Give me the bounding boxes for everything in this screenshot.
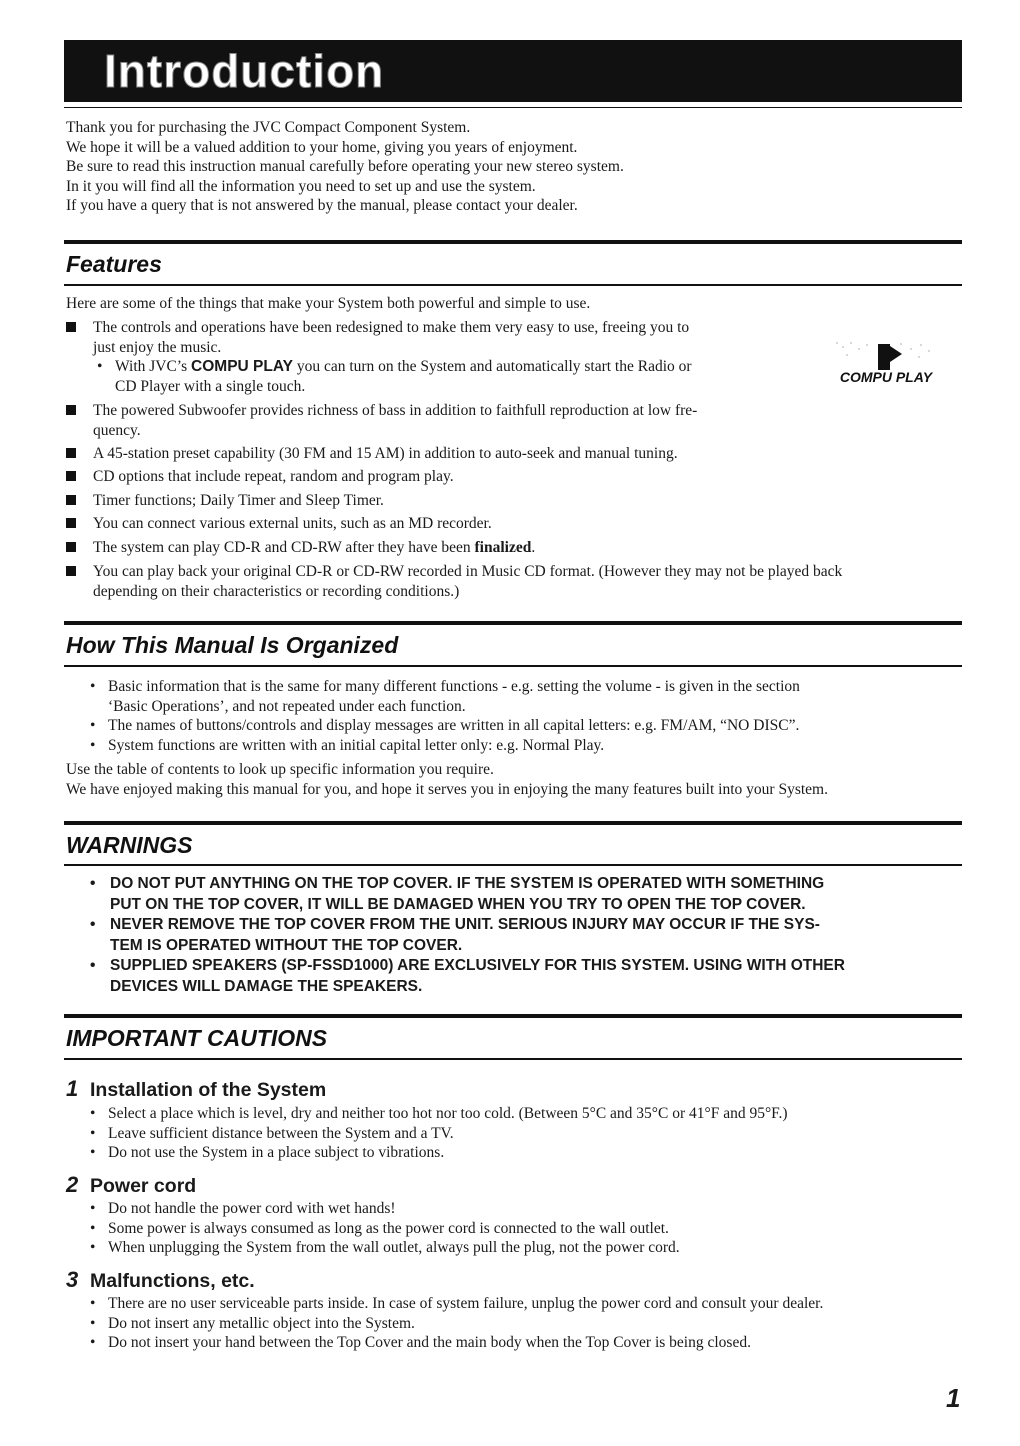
caution-bullets xyxy=(86,1199,962,1258)
warning-item: • NEVER REMOVE THE TOP COVER FROM THE UNIT. SERIOUS INJURY MAY OCCUR IF THE SYS- TEM IS OPERATED WITHOUT THE TOP COVER. xyxy=(90,915,960,956)
list-item: • The names of buttons/controls and display messages are written in all capital letters: e.g. FM/AM, “NO DISC”. xyxy=(86,716,962,736)
intro-line: Thank you for purchasing the JVC Compact Component System. xyxy=(66,119,471,136)
list-item: • When unplugging the System from the wall outlet, always pull the plug, not the power cord. xyxy=(86,1238,962,1258)
compu-play-logo-graphic xyxy=(830,340,942,388)
intro-line: We hope it will be a valued addition to your home, giving you years of enjoyment. xyxy=(66,138,578,156)
caution-subheading: 1 Installation of the System xyxy=(66,1076,327,1101)
list-item: • Do not use the System in a place subject to vibrations. xyxy=(86,1143,962,1163)
warnings-bottom-rule xyxy=(64,864,962,866)
compu-play-logo xyxy=(830,340,942,388)
feature-text: CD options that include repeat, random and program play. xyxy=(93,468,454,485)
manual-bottom-rule xyxy=(64,665,962,667)
features-top-rule xyxy=(64,240,962,244)
warnings-top-rule xyxy=(64,821,962,825)
warnings-list xyxy=(90,874,960,997)
caution-number: 3 xyxy=(66,1267,79,1292)
feature-text: just enjoy the music. xyxy=(93,338,222,356)
page-title: Introduction xyxy=(104,45,385,97)
list-item: • Do not insert any metallic object into the System. xyxy=(86,1314,962,1334)
list-item: • Select a place which is level, dry and neither too hot nor too cold. (Between 5°C and 35°C or 41°F and 95°F.) xyxy=(86,1104,962,1124)
caution-subheading: 2 Power cord xyxy=(66,1172,197,1197)
square-bullet-icon xyxy=(66,518,76,528)
manual-paragraph: Use the table of contents to look up specific information you require. We have enjoyed making this manual for you, and hope it serves you in enjoying the many features built into your System. xyxy=(66,761,828,798)
features-heading: Features xyxy=(66,251,162,277)
intro-paragraph xyxy=(66,118,956,216)
feature-text: A 45-station preset capability (30 FM and 15 AM) in addition to auto-seek and manual tuning. xyxy=(93,445,678,462)
list-item: • Basic information that is the same for many different functions - e.g. setting the volume - is given in the section ‘Basic Operations’, and not repeated under each function. xyxy=(86,677,962,716)
intro-line: If you have a query that is not answered by the manual, please contact your dealer. xyxy=(66,197,578,215)
square-bullet-icon xyxy=(66,448,76,458)
cautions-top-rule xyxy=(64,1014,962,1018)
list-item: • Do not handle the power cord with wet hands! xyxy=(86,1199,962,1219)
feature-text: You can play back your original CD-R or CD-RW recorded in Music CD format. (However they may not be played back xyxy=(93,563,843,580)
manual-top-rule xyxy=(64,621,962,625)
caution-bullets xyxy=(86,1294,962,1353)
compu-play-logo-text: COMPU PLAY xyxy=(839,369,933,385)
title-banner xyxy=(64,40,962,102)
page-number: 1 xyxy=(946,1383,961,1413)
caution-subheading: 3 Malfunctions, etc. xyxy=(66,1267,255,1292)
caution-number: 1 xyxy=(66,1076,79,1101)
list-item: • There are no user serviceable parts inside. In case of system failure, unplug the power cord and consult your dealer. xyxy=(86,1294,962,1314)
feature-text: CD Player with a single touch. xyxy=(115,377,306,395)
square-bullet-icon xyxy=(66,495,76,505)
features-lead: Here are some of the things that make your System both powerful and simple to use. xyxy=(66,295,591,312)
list-item: • Some power is always consumed as long as the power cord is connected to the wall outlet. xyxy=(86,1219,962,1239)
list-item: • Do not insert your hand between the Top Cover and the main body when the Top Cover is being closed. xyxy=(86,1333,962,1353)
cautions-bottom-rule xyxy=(64,1058,962,1060)
square-bullet-icon xyxy=(66,542,76,552)
warnings-heading: WARNINGS xyxy=(66,832,193,858)
compu-play-note: • With JVC’s COMPU PLAY you can turn on the System and automatically start the Radio or xyxy=(97,358,692,376)
feature-text: The system can play CD-R and CD-RW after they have been finalized. xyxy=(93,539,536,556)
compu-play-label: COMPU PLAY xyxy=(191,358,293,376)
square-bullet-icon xyxy=(66,322,76,332)
list-item: • System functions are written with an initial capital letter only: e.g. Normal Play. xyxy=(86,736,962,756)
square-bullet-icon xyxy=(66,405,76,415)
feature-text: You can connect various external units, such as an MD recorder. xyxy=(93,515,492,532)
square-bullet-icon xyxy=(66,471,76,481)
feature-text: The powered Subwoofer provides richness of bass in addition to faithfull reproduction at low fre- xyxy=(93,402,698,419)
features-bottom-rule xyxy=(64,284,962,286)
title-divider xyxy=(64,107,962,108)
warning-item: • SUPPLIED SPEAKERS (SP-FSSD1000) ARE EXCLUSIVELY FOR THIS SYSTEM. USING WITH OTHER DEVICES WILL DAMAGE THE SPEAKERS. xyxy=(90,956,960,997)
feature-text: Timer functions; Daily Timer and Sleep Timer. xyxy=(93,492,384,509)
finalized-term: finalized xyxy=(474,539,532,556)
square-bullet-icon xyxy=(66,566,76,576)
feature-text: The controls and operations have been redesigned to make them very easy to use, freeing you to xyxy=(93,319,690,336)
intro-line: In it you will find all the information you need to set up and use the system. xyxy=(66,177,536,195)
intro-line: Be sure to read this instruction manual carefully before operating your new stereo system. xyxy=(66,158,624,176)
caution-number: 2 xyxy=(66,1172,79,1197)
caution-bullets xyxy=(86,1104,962,1163)
feature-text: depending on their characteristics or recording conditions.) xyxy=(93,582,460,600)
list-item: • Leave sufficient distance between the System and a TV. xyxy=(86,1124,962,1144)
feature-text: quency. xyxy=(93,421,141,439)
warning-item: • DO NOT PUT ANYTHING ON THE TOP COVER. IF THE SYSTEM IS OPERATED WITH SOMETHING PUT ON THE TOP COVER, IT WILL BE DAMAGED WHEN YOU TRY TO OPEN THE TOP COVER. xyxy=(90,874,960,915)
manual-bullets xyxy=(86,677,962,755)
cautions-heading: IMPORTANT CAUTIONS xyxy=(66,1025,328,1051)
manual-heading: How This Manual Is Organized xyxy=(66,632,399,658)
